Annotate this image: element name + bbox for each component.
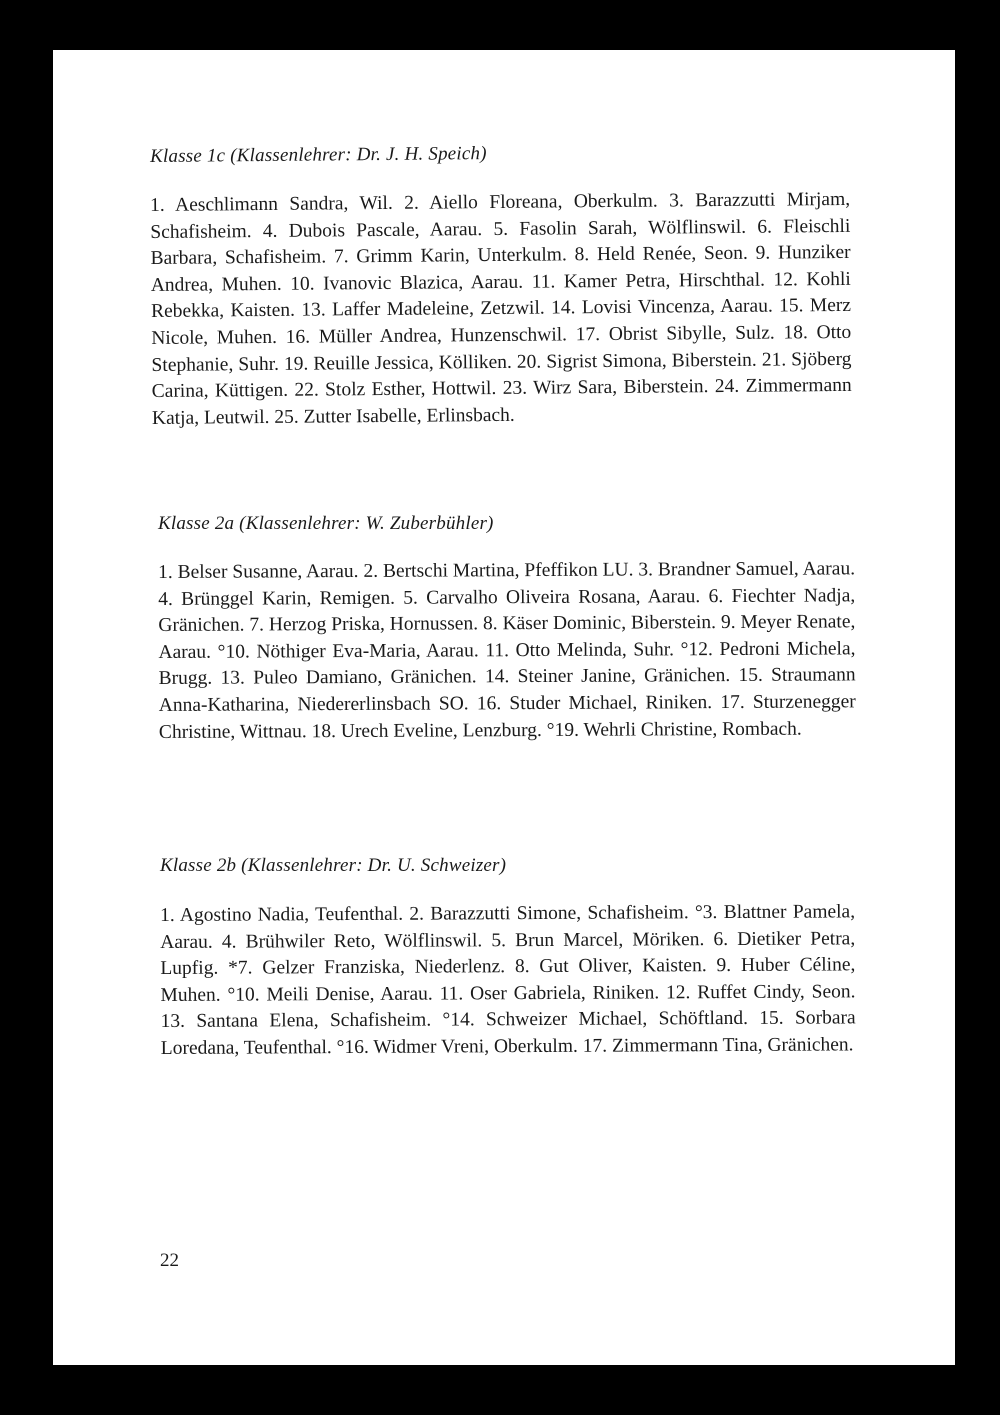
section-body-klasse-2b: 1. Agostino Nadia, Teufenthal. 2. Barazzutti Simone, Schafisheim. °3. Blattner Pamela, Aarau. 4. Brühwiler Reto, Wölflinswil. 5. Brun Marcel, Möriken. 6. Dietiker Petra, Lupfig. *7. Gelzer Franziska, Niederlenz. 8. Gut Oliver, Kaisten. 9. Huber Céline, Muhen. °10. Meili Denise, Aarau. 11. Oser Gabriela, Riniken. 12. Ruffet Cindy, Seon. 13. Santana Elena, Schafisheim. °14. Schweizer Michael, Schöftland. 15. Sorbara Loredana, Teufenthal. °16. Widmer Vreni, Oberkulm. 17. Zimmermann Tina, Gränichen. (160, 901, 856, 1059)
document-page (53, 50, 955, 1365)
section-title-klasse-2b: Klasse 2b (Klassenlehrer: Dr. U. Schweizer) (160, 855, 507, 876)
section-title-klasse-1c: Klasse 1c (Klassenlehrer: Dr. J. H. Speich) (150, 143, 487, 167)
section-body-klasse-1c: 1. Aeschlimann Sandra, Wil. 2. Aiello Floreana, Oberkulm. 3. Barazzutti Mirjam, Schafisheim. 4. Dubois Pascale, Aarau. 5. Fasolin Sarah, Wölflinswil. 6. Fleischli Barbara, Schafisheim. 7. Grimm Karin, Unterkulm. 8. Held Renée, Seon. 9. Hunziker Andrea, Muhen. 10. Ivanovic Blazica, Aarau. 11. Kamer Petra, Hirschthal. 12. Kohli Rebekka, Kaisten. 13. Laffer Madeleine, Zetzwil. 14. Lovisi Vincenza, Aarau. 15. Merz Nicole, Muhen. 16. Müller Andrea, Hunzenschwil. 17. Obrist Sibylle, Sulz. 18. Otto Stephanie, Suhr. 19. Reuille Jessica, Kölliken. 20. Sigrist Simona, Biberstein. 21. Sjöberg Carina, Küttigen. 22. Stolz Esther, Hottwil. 23. Wirz Sara, Biberstein. 24. Zimmermann Katja, Leutwil. 25. Zutter Isabelle, Erlinsbach. (150, 188, 852, 429)
section-body-klasse-2a: 1. Belser Susanne, Aarau. 2. Bertschi Martina, Pfeffikon LU. 3. Brandner Samuel, Aarau. 4. Brünggel Karin, Remigen. 5. Carvalho Oliveira Rosana, Aarau. 6. Fiechter Nadja, Gränichen. 7. Herzog Priska, Hornussen. 8. Käser Dominic, Biberstein. 9. Meyer Renate, Aarau. °10. Nöthiger Eva-Maria, Aarau. 11. Otto Melinda, Suhr. °12. Pedroni Michela, Brugg. 13. Puleo Damiano, Gränichen. 14. Steiner Janine, Gränichen. 15. Straumann Anna-Katharina, Niedererlinsbach SO. 16. Studer Michael, Riniken. 17. Sturzenegger Christine, Wittnau. 18. Urech Eveline, Lenzburg. °19. Wehrli Christine, Rombach. (158, 558, 856, 743)
section-title-klasse-2a: Klasse 2a (Klassenlehrer: W. Zuberbühler) (158, 513, 494, 534)
page-number: 22 (160, 1250, 179, 1271)
